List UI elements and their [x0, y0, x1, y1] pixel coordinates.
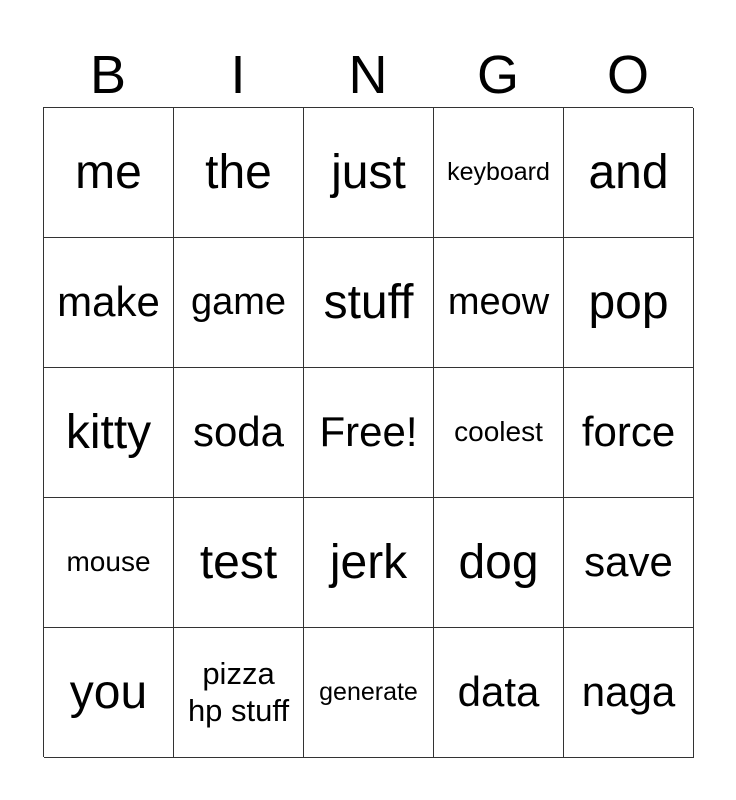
bingo-cell[interactable] — [304, 238, 434, 368]
cell-label: jerk — [329, 535, 408, 589]
cell-label: naga — [581, 668, 676, 716]
cell-label: coolest — [454, 416, 543, 448]
bingo-cell[interactable] — [44, 368, 174, 498]
cell-label: soda — [192, 408, 285, 456]
cell-label: you — [69, 665, 148, 719]
header-letter-g: G — [476, 45, 519, 105]
cell-label: keyboard — [447, 158, 550, 187]
cell-label: and — [588, 145, 669, 199]
header-letter-o: O — [606, 45, 649, 105]
bingo-cell[interactable] — [564, 238, 694, 368]
bingo-cell[interactable] — [44, 628, 174, 758]
bingo-cell[interactable] — [44, 108, 174, 238]
cell-label: save — [584, 538, 673, 586]
cell-label-line: hp stuff — [187, 692, 290, 728]
cell-label: make — [57, 278, 160, 326]
bingo-board — [43, 107, 693, 757]
bingo-cell[interactable] — [44, 498, 174, 628]
bingo-cell-free[interactable] — [304, 368, 434, 498]
cell-label: test — [199, 535, 278, 589]
cell-label: just — [331, 145, 406, 199]
cell-label: dog — [458, 535, 539, 589]
bingo-cell[interactable] — [174, 628, 304, 758]
bingo-cell[interactable] — [434, 628, 564, 758]
cell-label: pop — [588, 275, 669, 329]
bingo-cell[interactable] — [174, 368, 304, 498]
bingo-cell[interactable] — [564, 108, 694, 238]
bingo-cell[interactable] — [304, 108, 434, 238]
cell-label: data — [457, 668, 540, 716]
free-space-label: Free! — [319, 408, 418, 456]
header-letter-b: B — [89, 45, 127, 105]
bingo-cell[interactable] — [564, 628, 694, 758]
bingo-header — [43, 42, 693, 108]
cell-label: generate — [319, 678, 418, 707]
bingo-cell[interactable] — [304, 498, 434, 628]
cell-label: stuff — [323, 275, 414, 329]
cell-label-line: pizza — [202, 655, 275, 691]
bingo-cell[interactable] — [174, 238, 304, 368]
bingo-cell[interactable] — [174, 108, 304, 238]
header-letter-n: N — [348, 45, 388, 105]
cell-label: kitty — [65, 405, 152, 459]
bingo-cell[interactable] — [564, 368, 694, 498]
cell-label: game — [190, 280, 287, 323]
cell-label: mouse — [66, 546, 151, 578]
bingo-cell[interactable] — [564, 498, 694, 628]
header-letter-i: I — [230, 45, 246, 105]
bingo-cell[interactable] — [44, 238, 174, 368]
bingo-cell[interactable] — [434, 238, 564, 368]
cell-label: me — [75, 145, 142, 199]
bingo-cell[interactable] — [174, 498, 304, 628]
bingo-cell[interactable] — [434, 368, 564, 498]
cell-label: the — [205, 145, 272, 199]
bingo-cell[interactable] — [434, 108, 564, 238]
cell-label: force — [581, 408, 676, 456]
bingo-cell[interactable] — [304, 628, 434, 758]
cell-label: meow — [447, 280, 550, 323]
bingo-cell[interactable] — [434, 498, 564, 628]
